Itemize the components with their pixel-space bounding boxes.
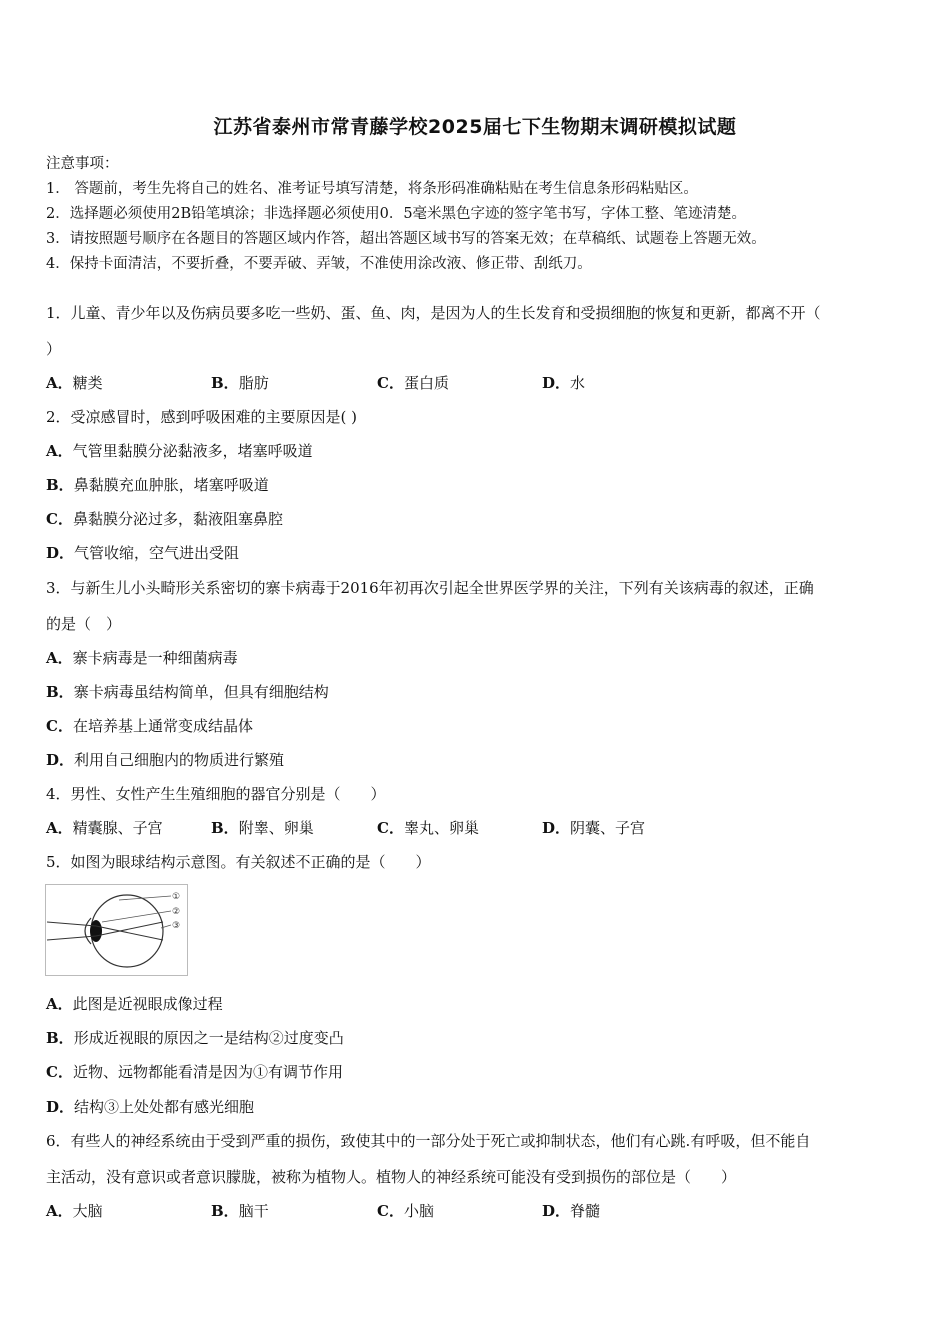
option-c[interactable]: C．睾丸、卵巢 xyxy=(377,819,479,837)
notice-heading: 注意事项： xyxy=(46,156,119,172)
question-2-stem: 2．受凉感冒时，感到呼吸困难的主要原因是( ) xyxy=(46,408,358,426)
question-6-stem-cont: 主活动，没有意识或者意识朦胧，被称为植物人。植物人的神经系统可能没有受到损伤的部位是（ ） xyxy=(46,1168,737,1186)
question-3-stem-cont: 的是（ ） xyxy=(46,615,122,633)
option-c[interactable]: C．在培养基上通常变成结晶体 xyxy=(46,717,253,735)
figure-label-2: ② xyxy=(172,907,181,917)
option-d[interactable]: D．水 xyxy=(542,374,586,392)
option-d[interactable]: D．脊髓 xyxy=(542,1202,601,1220)
option-d[interactable]: D．结构③上处处都有感光细胞 xyxy=(46,1098,255,1116)
question-4-stem: 4．男性、女性产生生殖细胞的器官分别是（ ） xyxy=(46,785,386,803)
lens xyxy=(90,920,102,942)
option-b[interactable]: B．寨卡病毒虽结构简单，但具有细胞结构 xyxy=(46,683,329,701)
option-a[interactable]: A．寨卡病毒是一种细菌病毒 xyxy=(46,649,238,667)
question-5-stem: 5．如图为眼球结构示意图。有关叙述不正确的是（ ） xyxy=(46,853,431,871)
notice-item: 3．请按照题号顺序在各题目的答题区域内作答，超出答题区域书写的答案无效；在草稿纸、试题卷上答题无效。 xyxy=(46,231,766,247)
notice-item: 2．选择题必须使用2B铅笔填涂；非选择题必须使用0．5毫米黑色字迹的签字笔书写，字体工整、笔迹清楚。 xyxy=(46,206,747,222)
option-b[interactable]: B．脑干 xyxy=(211,1202,269,1220)
option-b[interactable]: B．脂肪 xyxy=(211,374,269,392)
notice-item: 1． 答题前，考生先将自己的姓名、准考证号填写清楚，将条形码准确粘贴在考生信息条形码粘贴区。 xyxy=(46,181,698,197)
option-c[interactable]: C．近物、远物都能看清是因为①有调节作用 xyxy=(46,1063,343,1081)
option-a[interactable]: A．气管里黏膜分泌黏液多，堵塞呼吸道 xyxy=(46,442,313,460)
option-b[interactable]: B．鼻黏膜充血肿胀，堵塞呼吸道 xyxy=(46,476,269,494)
question-3-stem: 3．与新生儿小头畸形关系密切的寨卡病毒于2016年初再次引起全世界医学界的关注，下列有关该病毒的叙述，正确 xyxy=(46,579,814,597)
page-title: 江苏省泰州市常青藤学校2025届七下生物期末调研模拟试题 xyxy=(213,116,737,138)
question-6-stem: 6．有些人的神经系统由于受到严重的损伤，致使其中的一部分处于死亡或抑制状态，他们有心跳.有呼吸，但不能自 xyxy=(46,1132,811,1150)
option-d[interactable]: D．气管收缩，空气进出受阻 xyxy=(46,544,240,562)
figure-label-3: ③ xyxy=(172,921,181,931)
option-d[interactable]: D．利用自己细胞内的物质进行繁殖 xyxy=(46,751,285,769)
option-a[interactable]: A．此图是近视眼成像过程 xyxy=(46,995,223,1013)
option-a[interactable]: A．糖类 xyxy=(46,374,103,392)
option-c[interactable]: C．小脑 xyxy=(377,1202,434,1220)
option-a[interactable]: A．大脑 xyxy=(46,1202,103,1220)
notice-item: 4．保持卡面清洁，不要折叠，不要弄破、弄皱，不准使用涂改液、修正带、刮纸刀。 xyxy=(46,256,592,272)
option-c[interactable]: C．蛋白质 xyxy=(377,374,449,392)
question-1-stem-cont: ） xyxy=(46,340,62,358)
eyeball-diagram xyxy=(45,884,188,976)
option-b[interactable]: B．附睾、卵巢 xyxy=(211,819,314,837)
option-a[interactable]: A．精囊腺、子宫 xyxy=(46,819,163,837)
option-b[interactable]: B．形成近视眼的原因之一是结构②过度变凸 xyxy=(46,1029,344,1047)
figure-label-1: ① xyxy=(172,892,181,902)
option-c[interactable]: C．鼻黏膜分泌过多，黏液阻塞鼻腔 xyxy=(46,510,283,528)
question-1-stem: 1．儿童、青少年以及伤病员要多吃一些奶、蛋、鱼、肉，是因为人的生长发育和受损细胞的恢复和更新，都离不开（ xyxy=(46,304,821,322)
option-d[interactable]: D．阴囊、子宫 xyxy=(542,819,646,837)
